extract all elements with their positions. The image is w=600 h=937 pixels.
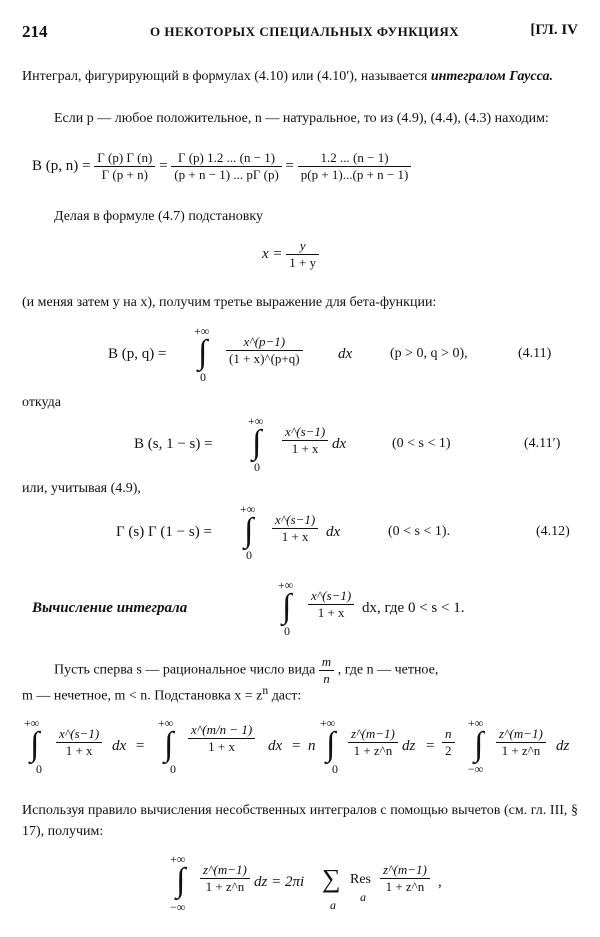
lower-limit: 0	[246, 548, 252, 562]
numerator: Γ (p) Γ (n)	[94, 150, 155, 167]
condition: (p > 0, q > 0),	[390, 346, 468, 361]
equals-sign: =	[426, 738, 435, 754]
denominator: 1 + z^n	[385, 879, 425, 894]
paragraph-residues: Используя правило вычисления несобственных интегралов с помощью вычетов (см. гл. III, § 17), получим:	[22, 803, 578, 839]
fraction	[380, 862, 430, 895]
upper-limit: +∞	[278, 578, 294, 592]
denominator: p(p + 1)...(p + n − 1)	[300, 167, 409, 182]
fraction	[226, 334, 303, 367]
lower-limit: 0	[254, 460, 260, 474]
differential: dx	[326, 524, 341, 540]
upper-limit: +∞	[248, 414, 264, 428]
denominator: 1 + z^n	[501, 743, 541, 758]
chapter-label: [ГЛ. IV	[530, 22, 578, 38]
numerator: m	[319, 654, 334, 671]
formula-substituted-chain	[22, 714, 578, 786]
denominator: 1 + z^n	[205, 879, 245, 894]
numerator: x^(s−1)	[308, 588, 354, 605]
differential: dx	[268, 738, 283, 754]
fraction	[308, 588, 354, 621]
page-header	[22, 22, 578, 44]
integral-sign: ∫	[244, 512, 254, 549]
formula-4-12	[116, 502, 578, 562]
numerator: x^(p−1)	[226, 334, 303, 351]
lower-limit: 0	[36, 762, 42, 776]
equals-sign: =	[285, 157, 295, 174]
numerator: z^(m−1)	[496, 726, 546, 743]
paragraph-whence: откуда	[22, 395, 61, 410]
formula-4-11	[108, 326, 578, 386]
section-computation-integral	[32, 578, 578, 640]
upper-limit: +∞	[320, 716, 336, 730]
fraction	[286, 238, 319, 271]
equals-sign: =	[136, 738, 145, 754]
paragraph-text: Пусть сперва s — рациональное число вида	[54, 662, 316, 678]
formula-4-11-prime	[134, 414, 578, 474]
res-operator: Res	[350, 872, 371, 887]
differential: dx	[338, 346, 353, 362]
numerator: x^(s−1)	[272, 512, 318, 529]
differential: dx	[112, 738, 127, 754]
denominator: 1 + x	[208, 739, 236, 754]
fraction	[272, 512, 318, 545]
coefficient: n	[308, 738, 316, 754]
paragraph-gauss-integral	[22, 66, 578, 87]
fraction	[171, 150, 282, 183]
fraction	[94, 150, 155, 183]
sum-index: a	[330, 898, 336, 912]
integral-sign: ∫	[198, 334, 208, 371]
numerator: z^(m−1)	[200, 862, 250, 879]
paragraph-substitution: Делая в формуле (4.7) подстановку	[54, 209, 263, 224]
paragraph-text: , где n — четное,	[337, 662, 439, 678]
denominator: (p + n − 1) ... pΓ (p)	[174, 167, 279, 182]
page-number: 214	[22, 22, 48, 41]
denominator: 2	[445, 743, 452, 758]
formula-lhs: Γ (s) Γ (1 − s) =	[116, 524, 212, 540]
numerator: x^(m/n − 1)	[188, 722, 255, 739]
denominator: (1 + x)^(p+q)	[229, 351, 300, 366]
fraction	[496, 726, 546, 759]
integral-sign: ∫	[30, 726, 40, 763]
superscript: n	[262, 684, 269, 697]
numerator: Γ (p) 1.2 ... (n − 1)	[171, 150, 282, 167]
integral-sign: ∫	[176, 862, 186, 899]
fraction	[282, 424, 328, 457]
differential: dz	[402, 738, 416, 754]
differential: dz	[556, 738, 570, 754]
upper-limit: +∞	[468, 716, 484, 730]
equals-sign: =	[159, 157, 168, 174]
formula-beta-product	[32, 150, 411, 183]
upper-limit: +∞	[240, 502, 256, 516]
lower-limit: 0	[200, 370, 206, 384]
paragraph-if-p: Если p — любое положительное, n — натуральное, то из (4.9), (4.4), (4.3) находим:	[54, 111, 549, 126]
condition: (0 < s < 1)	[392, 436, 451, 451]
formula-residue	[170, 850, 470, 926]
numerator: 1.2 ... (n − 1)	[298, 150, 412, 167]
differential: dx	[332, 436, 347, 452]
paragraph-text: даст:	[268, 688, 302, 704]
equation-number: (4.11′)	[524, 436, 561, 451]
running-title: О НЕКОТОРЫХ СПЕЦИАЛЬНЫХ ФУНКЦИЯХ	[150, 24, 460, 39]
fraction-m-over-n	[319, 654, 334, 687]
fraction	[56, 726, 102, 759]
denominator: 1 + y	[289, 255, 317, 270]
paragraph-rational-line1	[54, 654, 438, 687]
numerator: z^(m−1)	[380, 862, 430, 879]
fraction	[188, 722, 255, 755]
denominator: 1 + z^n	[353, 743, 393, 758]
formula-substitution	[262, 238, 319, 271]
upper-limit: +∞	[194, 324, 210, 338]
integral-sign: ∫	[282, 588, 292, 625]
lower-limit: −∞	[170, 900, 186, 914]
denominator: 1 + x	[281, 529, 309, 544]
paragraph-third-expression: (и меняя затем y на x), получим третье выражение для бета-функции:	[22, 295, 437, 310]
comma: ,	[438, 874, 442, 890]
res-index: a	[360, 890, 366, 904]
integral-sign: ∫	[326, 726, 336, 763]
upper-limit: +∞	[24, 716, 40, 730]
denominator: 1 + x	[291, 441, 319, 456]
upper-limit: +∞	[170, 852, 186, 866]
upper-limit: +∞	[158, 716, 174, 730]
denominator: Γ (p + n)	[101, 167, 148, 182]
formula-lhs: x =	[262, 245, 283, 262]
condition: (0 < s < 1).	[388, 524, 451, 539]
section-title: Вычисление интеграла	[32, 600, 188, 616]
fraction	[200, 862, 250, 895]
paragraph-considering: или, учитывая (4.9),	[22, 481, 141, 496]
numerator: x^(s−1)	[56, 726, 102, 743]
numerator: x^(s−1)	[282, 424, 328, 441]
numerator: n	[442, 726, 455, 743]
fraction	[348, 726, 398, 759]
paragraph-text: Интеграл, фигурирующий в формулах (4.10) или (4.10′), называется	[22, 69, 428, 84]
equation-number: (4.12)	[536, 524, 570, 539]
denominator: 1 + x	[65, 743, 93, 758]
formula-lhs: B (p, n) =	[32, 157, 91, 174]
lower-limit: −∞	[468, 762, 484, 776]
equation-number: (4.11)	[518, 346, 552, 361]
integral-sign: ∫	[252, 424, 262, 461]
integral-sign: ∫	[474, 726, 484, 763]
equals-sign: =	[292, 738, 301, 754]
formula-lhs: B (s, 1 − s) =	[134, 436, 213, 452]
sum-sign: ∑	[322, 864, 341, 893]
paragraph-text: m — нечетное, m < n. Подстановка x = z	[22, 688, 263, 704]
lower-limit: 0	[284, 624, 290, 638]
formula-lhs: B (p, q) =	[108, 346, 167, 362]
numerator: y	[286, 238, 319, 255]
fraction-n-half	[442, 726, 455, 759]
integral-sign: ∫	[164, 726, 174, 763]
residue-middle: dz = 2πi	[254, 874, 305, 890]
paragraph-rational-line2	[22, 684, 301, 705]
lower-limit: 0	[170, 762, 176, 776]
denominator: n	[323, 671, 330, 686]
fraction	[298, 150, 412, 183]
denominator: 1 + x	[317, 605, 345, 620]
term-gauss-integral: интегралом Гаусса.	[430, 69, 553, 84]
numerator: z^(m−1)	[348, 726, 398, 743]
lower-limit: 0	[332, 762, 338, 776]
section-condition: dx, где 0 < s < 1.	[362, 600, 465, 616]
